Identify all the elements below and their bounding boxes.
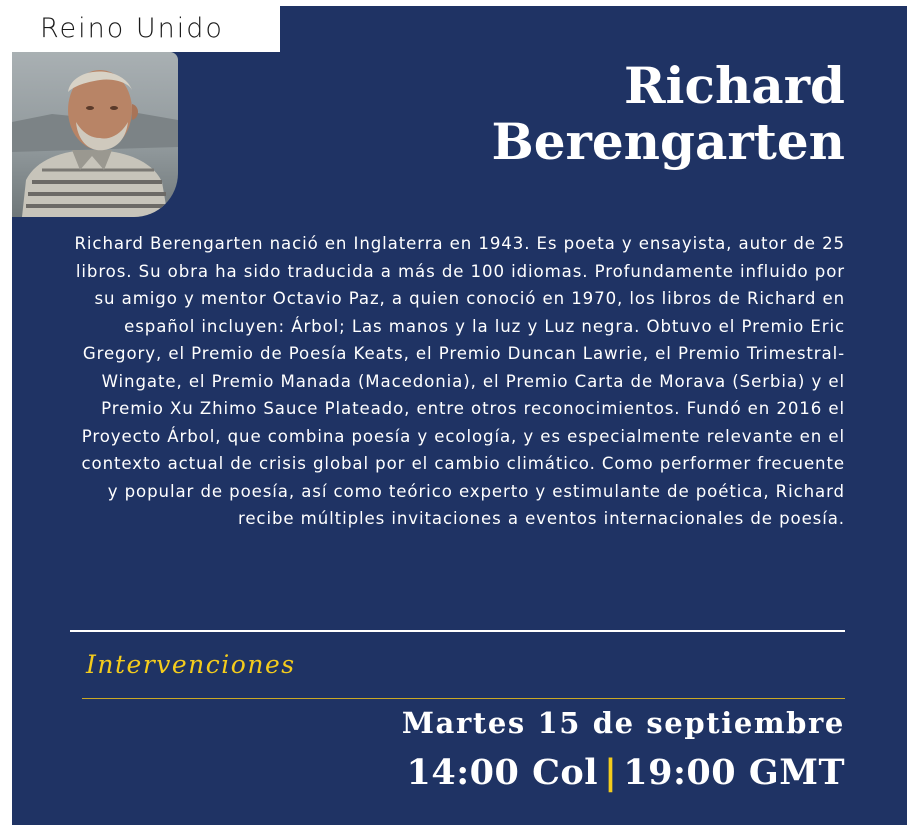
divider-accent: [82, 698, 845, 699]
event-date: Martes 15 de septiembre: [401, 706, 845, 740]
speaker-last-name: Berengarten: [491, 112, 845, 171]
speaker-bio: Richard Berengarten nació en Inglaterra en 1943. Es poeta y ensayista, autor de 25 libros. Su obra ha sido traducida a más de 100 idiomas. Profundamente influido por su amigo y mentor Octavio Paz, a quien conoció en 1970, los libros de Richard en español incluyen: Árbol; Las manos y la luz y Luz negra. Obtuvo el Premio Eric Gregory, el Premio de Poesía Keats, el Premio Duncan Lawrie, el Premio Trimestral-Wingate, el Premio Manada (Macedonia), el Premio Carta de Morava (Serbia) y el Premio Xu Zhimo Sauce Plateado, entre otros reconocimientos. Fundó en 2016 el Proyecto Árbol, que combina poesía y ecología, y es especialmente relevante en el contexto actual de crisis global por el cambio climático. Como performer frecuente y popular de poesía, así como teórico experto y estimulante de poética, Richard recibe múltiples invitaciones a eventos internacionales de poesía.: [74, 234, 845, 528]
event-times: [407, 752, 845, 793]
event-time-gmt: 19:00 GMT: [623, 752, 845, 793]
speaker-first-name: Richard: [623, 56, 845, 115]
section-label: Intervenciones: [86, 650, 296, 679]
speaker-photo: [12, 52, 178, 217]
divider: [70, 630, 845, 632]
event-time-local: 14:00 Col: [406, 752, 599, 793]
country-tag: Reino Unido: [12, 6, 280, 52]
speaker-name: [325, 58, 845, 170]
time-separator: |: [604, 752, 618, 793]
